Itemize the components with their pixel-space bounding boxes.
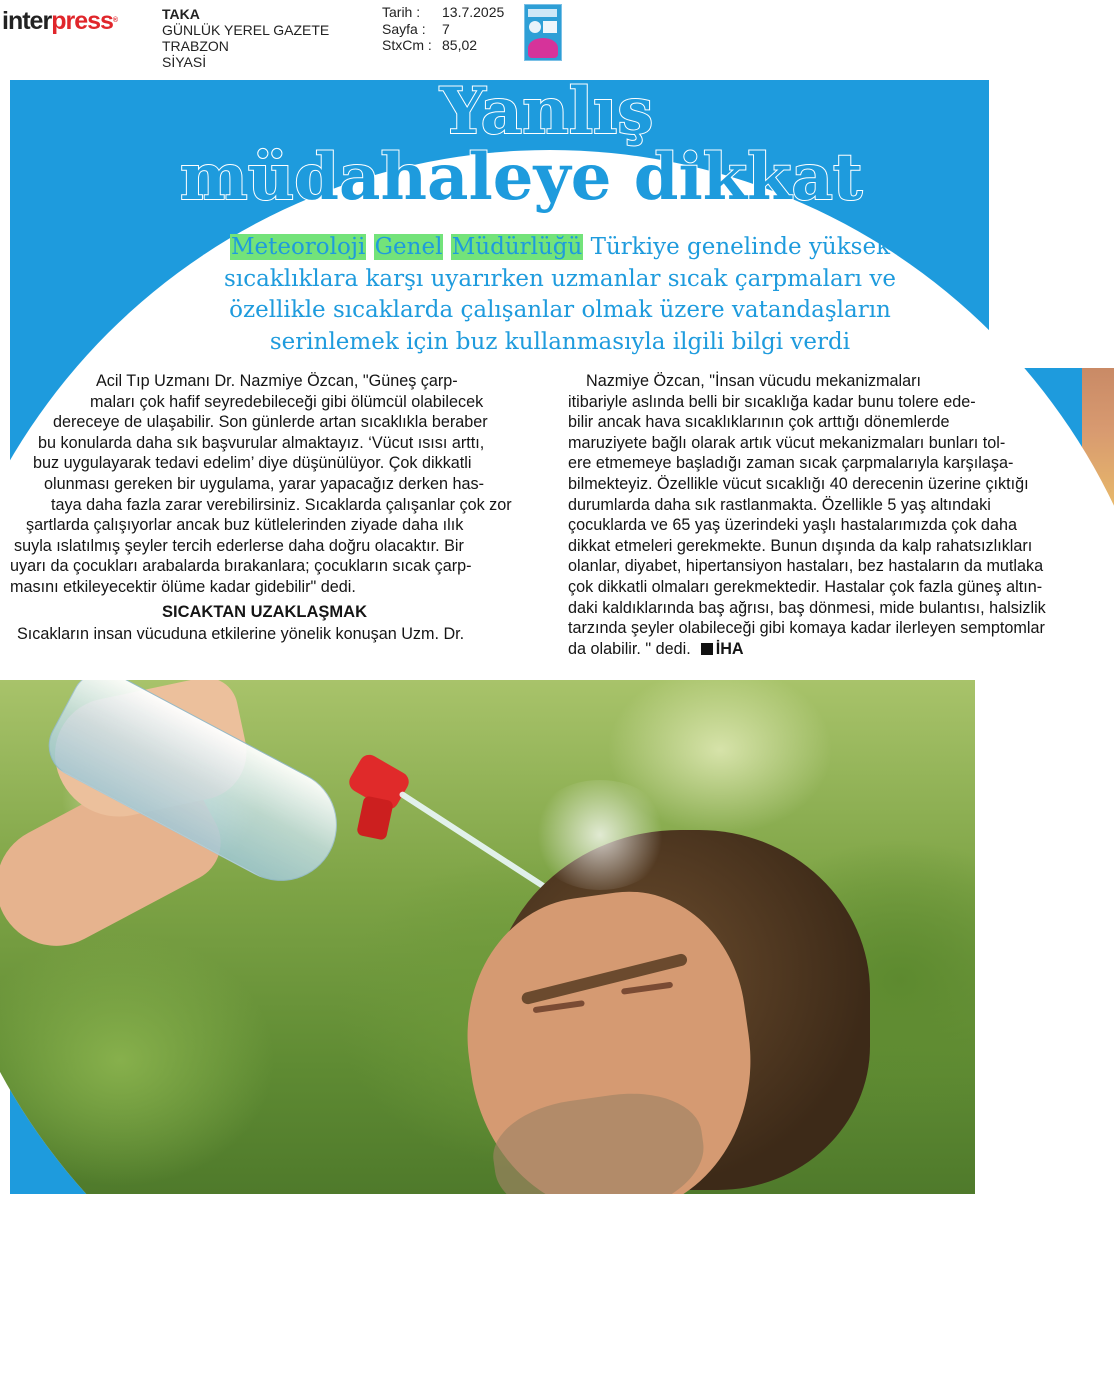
- highlight-word: Meteoroloji: [230, 234, 366, 260]
- stxcm-value: 85,02: [442, 37, 478, 53]
- publication-city: TRABZON: [162, 38, 229, 54]
- article-column-right: [568, 371, 1100, 659]
- text-line: maruziyete bağlı olarak artık vücut mekanizmaları bunları tol-: [568, 433, 1006, 452]
- interpress-logo: interpress®: [2, 7, 118, 35]
- text-line: itibariyle aslında belli bir sıcaklığa kadar bunu tolere ede-: [568, 392, 976, 411]
- article-photo: [0, 680, 975, 1194]
- text-line: daki kaldıklarında baş ağrısı, baş dönmesi, mide bulantısı, halsizlik: [568, 598, 1046, 617]
- text-line: buz uygulayarak tedavi edelim’ diye düşünülüyor. Çok dikkatli: [33, 454, 472, 473]
- headline: [0, 74, 1114, 215]
- page-thumbnail[interactable]: [524, 4, 562, 61]
- text-line: taya daha fazla zarar verebilirsiniz. Sıcaklarda çalışanlar çok zor: [51, 495, 512, 514]
- text-line: da olabilir. " dedi. İHA: [568, 639, 744, 658]
- text-line: Sıcakların insan vücuduna etkilerine yönelik konuşan Uzm. Dr.: [17, 625, 465, 644]
- text-line: çocuklarda ve 65 yaş üzerindeki yaşlı hastalarımızda çok daha: [568, 516, 1017, 535]
- text-line: dereceye de ulaşabilir. Son günlerde artan sıcaklıkla beraber: [53, 413, 488, 432]
- water-splash-shape: [530, 780, 670, 890]
- text-line: dikkat etmeleri gerekmekte. Bunun dışında da kalp rahatsızlıkları: [568, 536, 1033, 555]
- text-line: olanlar, diyabet, hipertansiyon hastaları, bez hastaların da mutlaka: [568, 557, 1044, 576]
- text-line: ere etmemeye başladığı zaman sıcak çarpmalarıyla karşılaşa-: [568, 454, 1014, 473]
- highlight-word: Müdürlüğü: [451, 234, 583, 260]
- text-line: uyarı da çocukları arabalarda bırakanlara; çocukların sıcak çarp-: [10, 557, 472, 576]
- stxcm-row: [382, 37, 504, 54]
- text-line: şartlarda çalışıyorlar ancak buz kütlelerinden ziyade daha ılık: [26, 516, 464, 535]
- publication-type: GÜNLÜK YEREL GAZETE: [162, 22, 330, 38]
- page-row: [382, 21, 504, 38]
- text-line: masını etkileyecektir ölüme kadar gidebilir" dedi.: [10, 577, 356, 596]
- section-subhead: SICAKTAN UZAKLAŞMAK: [162, 602, 368, 621]
- headline-line-2: müdahaleye dikkat: [180, 140, 863, 215]
- date-row: [382, 4, 504, 21]
- stxcm-label: StxCm :: [382, 37, 432, 53]
- text-line: olunması gereken bir uygulama, yarar yapacağız derken has-: [44, 474, 484, 493]
- text-line: Acil Tıp Uzmanı Dr. Nazmiye Özcan, "Güneş çarp-: [96, 372, 458, 390]
- date-label: Tarih :: [382, 4, 421, 20]
- publication-category: SİYASİ: [162, 54, 207, 70]
- text-line: durumlarda daha sık rastlanmakta. Özellikle 5 yaş altındaki: [568, 495, 991, 514]
- square-bullet-icon: [701, 643, 713, 655]
- page-value: 7: [442, 20, 450, 37]
- date-value: 13.7.2025: [442, 4, 505, 20]
- subtitle: Meteoroloji Genel Müdürlüğü Türkiye genelinde yüksek sıcaklıklara karşı uyarırken uzmanlar sıcak çarpmaları ve özellikle sıcaklarda çalışanlar olmak üzere vatandaşların serinlemek için buz kullanmasıyla ilgili bilgi verdi: [224, 234, 896, 355]
- text-line: çok dikkatli olmaları gerekmektedir. Hastalar çok fazla güneş altın-: [568, 577, 1043, 596]
- publication-info: [162, 6, 329, 70]
- text-line: bilmekteyiz. Özellikle vücut sıcaklığı 40 derecenin üzerine çıktığı: [568, 474, 1029, 493]
- text-line: tarzında şeyler olabileceği gibi komaya kadar ilerleyen semptomlar: [568, 619, 1045, 638]
- page-label: Sayfa :: [382, 20, 426, 37]
- text-line: maları çok hafif seyredebileceği gibi ölümcül olabilecek: [90, 392, 484, 411]
- publication-name: TAKA: [162, 6, 200, 22]
- article-column-left: [10, 371, 538, 645]
- highlight-word: Genel: [374, 234, 443, 260]
- headline-line-1: Yanlış: [440, 74, 654, 149]
- clipping-meta: [382, 4, 504, 54]
- text-line: bilir ancak hava sıcaklıklarının çok arttığı dönemlerde: [568, 413, 950, 432]
- text-line: suyla ıslatılmış şeyler tercih ederlerse daha doğru olacaktır. Bir: [14, 536, 464, 555]
- text-line: Nazmiye Özcan, "İnsan vücudu mekanizmaları: [586, 372, 922, 390]
- source-credit: İHA: [691, 640, 744, 658]
- text-line: bu konularda daha sık başvurular almaktayız. ‘Vücut ısısı arttı,: [38, 433, 485, 452]
